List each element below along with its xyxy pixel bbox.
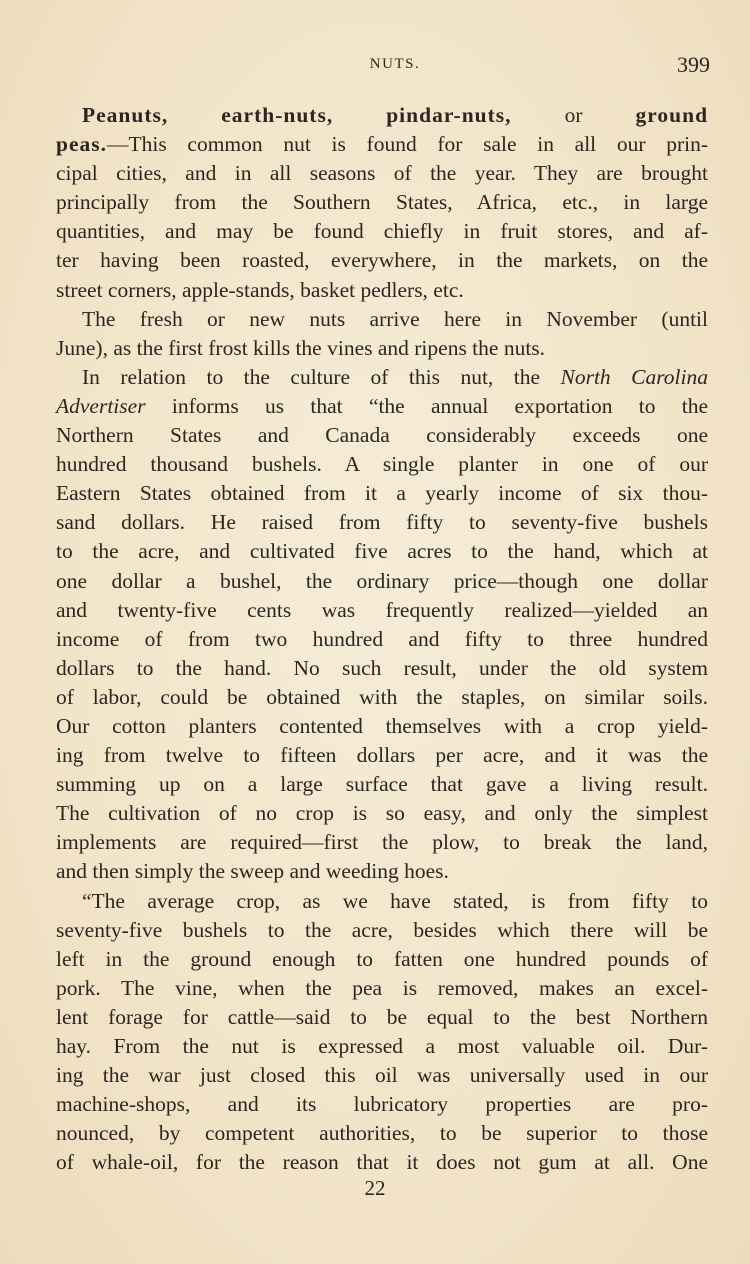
entry-headword: ground (635, 103, 709, 127)
text-line: summing up on a large surface that gave a living result. (56, 772, 708, 797)
text-line: June), as the first frost kills the vines and ripens the nuts. (56, 335, 546, 360)
text-line (56, 101, 708, 130)
text-line: lent forage for cattle—said to be equal to the best Northern (56, 1004, 708, 1029)
text-line: principally from the Southern States, Africa, etc., in large (56, 190, 708, 215)
text-line: ter having been roasted, everywhere, in the markets, on the (56, 248, 708, 273)
text-line: “The average crop, as we have stated, is from fifty to (82, 888, 708, 913)
entry-headword: Peanuts, (82, 103, 169, 127)
text-line: hundred thousand bushels. A single planter in one of our (56, 452, 708, 477)
text-line: The fresh or new nuts arrive here in November (until (82, 306, 708, 331)
text-line: seventy-five bushels to the acre, besides which there will be (56, 917, 708, 942)
text-line: street corners, apple-stands, basket pedlers, etc. (56, 277, 464, 302)
text-line: one dollar a bushel, the ordinary price—though one dollar (56, 568, 708, 593)
page-number: 399 (677, 52, 710, 77)
text-line: and then simply the sweep and weeding hoes. (56, 859, 449, 884)
text-line: dollars to the hand. No such result, under the old system (56, 655, 708, 680)
entry-headword: pindar-nuts, (386, 103, 512, 127)
text-fragment: —This common nut is found for sale in all our prin- (107, 132, 708, 157)
entry-headword: peas. (56, 132, 107, 157)
text-line: income of from two hundred and fifty to three hundred (56, 626, 708, 651)
text-line: left in the ground enough to fatten one hundred pounds of (56, 946, 708, 971)
italic-title: North Carolina (560, 364, 708, 389)
text-line: Our cotton planters contented themselves with a crop yield- (56, 713, 708, 738)
text-line (56, 392, 708, 421)
text-line: pork. The vine, when the pea is removed, makes an excel- (56, 975, 708, 1000)
text-fragment: or (564, 103, 583, 127)
text-fragment: In relation to the culture of this nut, the (82, 364, 541, 389)
signature-mark: 22 (364, 1176, 386, 1200)
text-line: of labor, could be obtained with the staples, on similar soils. (56, 684, 708, 709)
text-line: and twenty-five cents was frequently realized—yielded an (56, 597, 708, 622)
text-line: cipal cities, and in all seasons of the year. They are brought (56, 161, 708, 186)
text-line (56, 363, 708, 392)
text-line: sand dollars. He raised from fifty to seventy-five bushels (56, 510, 708, 535)
text-line: The cultivation of no crop is so easy, and only the simplest (56, 801, 708, 826)
text-line: hay. From the nut is expressed a most valuable oil. Dur- (56, 1034, 708, 1058)
running-title: NUTS. (369, 56, 421, 72)
text-line: quantities, and may be found chiefly in fruit stores, and af- (56, 219, 708, 244)
text-line: Northern States and Canada considerably exceeds one (56, 423, 708, 448)
text-line: machine-shops, and its lubricatory properties are pro- (56, 1092, 708, 1117)
entry-headword: earth-nuts, (221, 103, 334, 127)
text-line: nounced, by competent authorities, to be superior to those (56, 1121, 708, 1146)
text-fragment: informs us that “the annual exportation to the (171, 393, 709, 418)
text-line: ing from twelve to fifteen dollars per acre, and it was the (56, 743, 708, 768)
text-line (56, 130, 708, 159)
text-line: Eastern States obtained from it a yearly income of six thou- (56, 481, 708, 506)
running-head (56, 52, 710, 78)
text-line: implements are required—first the plow, to break the land, (56, 830, 708, 855)
text-line: to the acre, and cultivated five acres to the hand, which at (56, 539, 708, 564)
body-text (56, 101, 708, 1177)
text-line: ing the war just closed this oil was universally used in our (56, 1063, 708, 1088)
text-line: of whale-oil, for the reason that it does not gum at all. One (56, 1150, 708, 1175)
italic-title: Advertiser (56, 393, 146, 418)
